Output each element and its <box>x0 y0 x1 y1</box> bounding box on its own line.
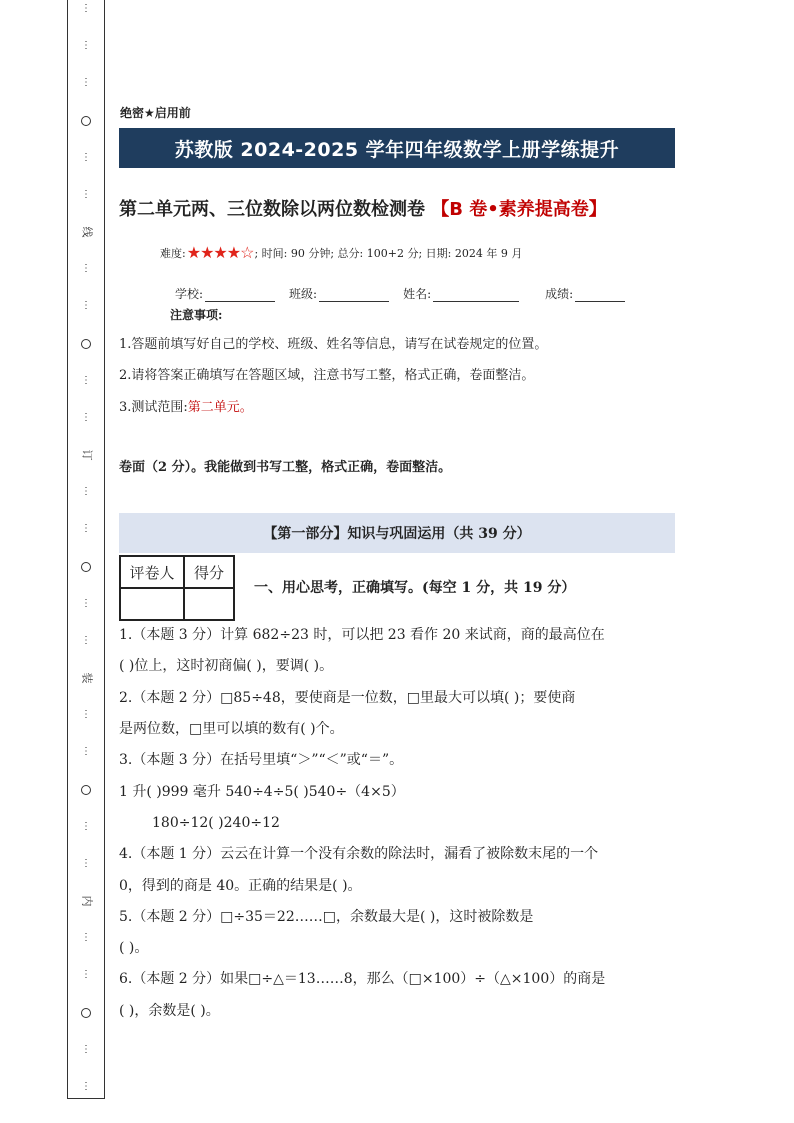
margin-circle-icon <box>81 785 91 795</box>
reviewer-cell[interactable] <box>120 588 184 620</box>
margin-dots: ⋮ <box>81 820 91 832</box>
question-6-line-1: 6.（本题 2 分）如果□÷△＝13……8，那么（□×100）÷（△×100）的商是 <box>119 971 606 987</box>
subtitle-main: 第二单元两、三位数除以两位数检测卷 <box>119 199 425 220</box>
margin-char-zhuang: 装 <box>80 672 93 684</box>
binding-margin-column <box>68 0 104 1098</box>
note-3-value: 第二单元。 <box>187 400 253 415</box>
exam-meta-text: ; 时间: 90 分钟; 总分: 100+2 分; 日期: 2024 年 9 月 <box>254 246 523 260</box>
question-5-line-1: 5.（本题 2 分）□÷35＝22……□，余数最大是( )，这时被除数是 <box>119 909 534 925</box>
margin-dots: ⋮ <box>81 486 91 498</box>
note-1: 1.答题前填写好自己的学校、班级、姓名等信息，请写在试卷规定的位置。 <box>119 337 548 352</box>
name-blank[interactable] <box>433 288 519 302</box>
margin-dots: ⋮ <box>81 1080 91 1092</box>
margin-circle-icon <box>81 339 91 349</box>
question-3-line-2: 1 升( )999 毫升 540÷4÷5( )540÷（4×5） <box>119 784 405 800</box>
score-field <box>545 285 625 302</box>
name-field <box>403 285 519 302</box>
subtitle-tag: 【B 卷•素养提高卷】 <box>431 199 607 220</box>
difficulty-label: 难度: <box>160 246 186 260</box>
question-2-line-2: 是两位数，□里可以填的数有( )个。 <box>119 721 344 737</box>
margin-dots: ⋮ <box>81 374 91 386</box>
confidential-label: 绝密★启用前 <box>120 106 191 120</box>
score-blank[interactable] <box>575 288 625 302</box>
star-filled-icon: ★★★★ <box>186 243 241 262</box>
margin-circle-icon <box>81 116 91 126</box>
binding-margin <box>67 0 105 1099</box>
class-label: 班级: <box>289 287 318 301</box>
question-6-line-2: ( )，余数是( )。 <box>119 1003 220 1019</box>
margin-dots: ⋮ <box>81 746 91 758</box>
margin-dots: ⋮ <box>81 263 91 275</box>
note-2: 2.请将答案正确填写在答题区域，注意书写工整，格式正确，卷面整洁。 <box>119 368 535 383</box>
margin-dots: ⋮ <box>81 969 91 981</box>
exam-title-banner <box>119 128 675 168</box>
margin-dots: ⋮ <box>81 597 91 609</box>
part-one-title: 【第一部分】知识与巩固运用（共 39 分） <box>263 526 531 542</box>
section-one-title: 一、用心思考，正确填写。(每空 1 分，共 19 分） <box>254 580 576 596</box>
question-1-line-1: 1.（本题 3 分）计算 682÷23 时，可以把 23 看作 20 来试商，商的最高位在 <box>119 627 605 643</box>
question-3-line-3: 180÷12( )240÷12 <box>152 815 280 831</box>
school-label: 学校: <box>175 287 204 301</box>
reviewer-header: 评卷人 <box>120 556 184 588</box>
class-blank[interactable] <box>319 288 389 302</box>
margin-dots: ⋮ <box>81 77 91 89</box>
score-label: 成绩: <box>545 287 574 301</box>
question-1-line-2: ( )位上，这时初商偏( )，要调( )。 <box>119 658 334 674</box>
question-2-line-1: 2.（本题 2 分）□85÷48，要使商是一位数，□里最大可以填( )；要使商 <box>119 690 576 706</box>
neatness-note: 卷面（2 分）。我能做到书写工整，格式正确，卷面整洁。 <box>119 460 452 475</box>
note-3-prefix: 3.测试范围: <box>119 400 188 415</box>
margin-dots: ⋮ <box>81 857 91 869</box>
margin-char-xian: 线 <box>80 226 93 238</box>
margin-circle-icon <box>81 562 91 572</box>
margin-dots: ⋮ <box>81 300 91 312</box>
margin-dots: ⋮ <box>81 151 91 163</box>
exam-title: 苏教版 2024-2025 学年四年级数学上册学练提升 <box>174 138 620 161</box>
part-one-header <box>119 513 675 553</box>
class-field <box>289 285 389 302</box>
question-5-line-2: ( )。 <box>119 940 149 956</box>
score-table <box>119 555 235 621</box>
school-field <box>175 285 275 302</box>
note-3 <box>119 396 253 415</box>
exam-meta <box>160 243 522 262</box>
margin-dots: ⋮ <box>81 709 91 721</box>
school-blank[interactable] <box>205 288 275 302</box>
margin-dots: ⋮ <box>81 523 91 535</box>
score-header: 得分 <box>184 556 234 588</box>
star-empty-icon: ☆ <box>240 243 254 262</box>
margin-dots: ⋮ <box>81 188 91 200</box>
score-cell[interactable] <box>184 588 234 620</box>
name-label: 姓名: <box>403 287 432 301</box>
margin-dots: ⋮ <box>81 932 91 944</box>
margin-dots: ⋮ <box>81 634 91 646</box>
question-4-line-1: 4.（本题 1 分）云云在计算一个没有余数的除法时，漏看了被除数末尾的一个 <box>119 846 599 862</box>
margin-dots: ⋮ <box>81 411 91 423</box>
margin-circle-icon <box>81 1008 91 1018</box>
difficulty-stars <box>187 243 254 262</box>
margin-dots: ⋮ <box>81 1043 91 1055</box>
exam-subtitle <box>119 195 679 221</box>
margin-dots: ⋮ <box>81 40 91 52</box>
margin-char-ding: 订 <box>80 449 93 461</box>
margin-char-nei: 内 <box>80 895 93 907</box>
question-4-line-2: 0，得到的商是 40。正确的结果是( )。 <box>119 878 362 894</box>
notes-title: 注意事项: <box>170 308 223 322</box>
margin-dots: ⋮ <box>81 3 91 14</box>
student-info-row <box>175 285 639 302</box>
question-3-line-1: 3.（本题 3 分）在括号里填“＞”“＜”或“＝”。 <box>119 752 404 768</box>
